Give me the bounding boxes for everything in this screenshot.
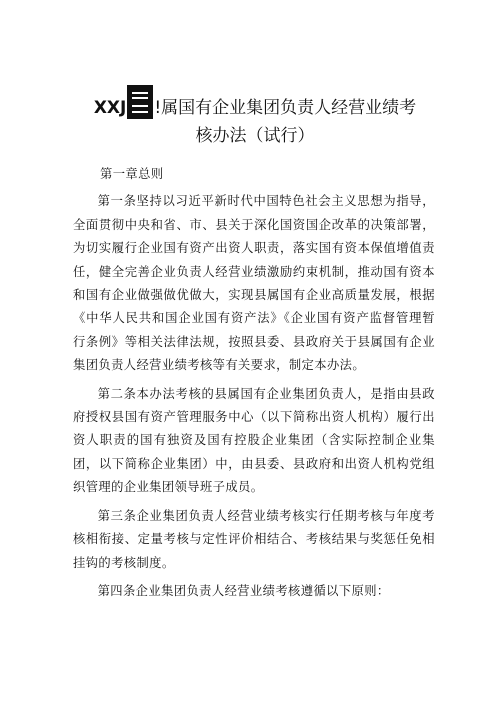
article-3: 第三条企业集团负责人经营业绩考核实行任期考核与年度考核相衔接、定量考核与定性评价相结合、考核结果与奖惩任免相挂钩的考核制度。 <box>73 508 435 570</box>
title-line-2: 核办法（试行） <box>195 126 315 146</box>
article-4: 第四条企业集团负责人经营业绩考核遵循以下原则： <box>97 583 390 598</box>
title-prefix: XXJ <box>93 98 127 118</box>
title-line-1 <box>60 85 450 122</box>
redaction-mark <box>127 85 153 119</box>
article-1: 第一条坚持以习近平新时代中国特色社会主义思想为指导，全面贯彻中央和省、市、县关于深化国资国企改革的决策部署，为切实履行企业国有资产出资人职责，落实国有资本保值增值责任，健全完善企业负责人经营业绩激励约束机制，推动国有资本和国有企业做强做优做大，实现县属国有企业高质量发展，根据《中华人民共和国企业国有资产法》《企业国有资产监督管理暂行条例》等相关法律法规，按照县委、县政府关于县属国有企业集团负责人经营业绩考核等有关要求，制定本办法。 <box>73 194 435 373</box>
document-body <box>73 163 435 608</box>
title-text-1: !属国有企业集团负责人经营业绩考 <box>154 98 417 118</box>
chapter-heading: 第一章总则 <box>100 167 164 181</box>
article-2: 第二条本办法考核的县属国有企业集团负责人，是指由县政府授权县国有资产管理服务中心（以下简称出资人机构）履行出资人职责的国有独资及国有控股企业集团（含实际控制企业集团，以下简称企业集团）中，由县委、县政府和出资人机构党组织管理的企业集团领导班子成员。 <box>73 386 435 495</box>
document-title <box>60 85 450 150</box>
